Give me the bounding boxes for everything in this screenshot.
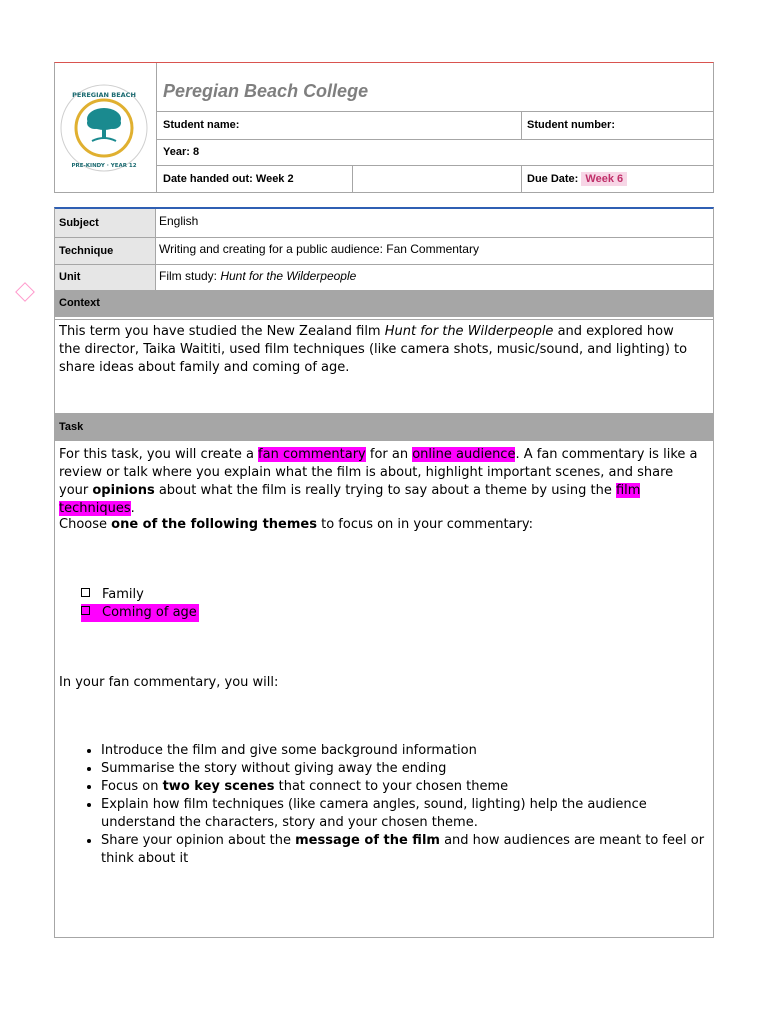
svg-text:PRE-KINDY · YEAR 12: PRE-KINDY · YEAR 12 xyxy=(71,163,137,169)
technique-label: Technique xyxy=(55,238,155,264)
assignment-table xyxy=(54,207,714,938)
college-name: Peregian Beach College xyxy=(163,81,369,101)
unit-value xyxy=(159,269,356,283)
context-heading: Context xyxy=(55,290,713,317)
due-date-label: Due Date: xyxy=(527,173,579,185)
commentary-requirements-list xyxy=(55,742,711,868)
svg-text:PEREGIAN BEACH: PEREGIAN BEACH xyxy=(72,91,136,99)
technique-value: Writing and creating for a public audience: Fan Commentary xyxy=(159,242,479,256)
year-label: Year: 8 xyxy=(163,146,200,158)
margin-diamond-marker xyxy=(15,282,35,302)
theme-option-coming-of-age[interactable]: Coming of age xyxy=(81,604,199,622)
list-item: • Focus on two key scenes that connect to your chosen theme xyxy=(101,778,711,796)
due-date-field xyxy=(527,173,627,185)
task-paragraph-3: In your fan commentary, you will: xyxy=(59,675,279,690)
date-handed-out-label: Date handed out: Week 2 xyxy=(163,173,294,185)
header-table xyxy=(54,62,714,193)
student-number-label: Student number: xyxy=(527,119,615,131)
context-paragraph: This term you have studied the New Zealand film Hunt for the Wilderpeople and explored how the director, Taika Waititi, used film techniques (like camera shots, music/sound, and lighting) to share ideas about family and coming of age. xyxy=(59,324,688,375)
list-item: • Explain how film techniques (like camera angles, sound, lighting) help the audience understand the characters, story and your chosen theme. xyxy=(101,796,711,832)
unit-value-title: Hunt for the Wilderpeople xyxy=(220,269,357,283)
unit-label: Unit xyxy=(55,265,155,290)
task-paragraph-1: For this task, you will create a fan commentary for an online audience. A fan commentary is like a review or talk where you explain what the film is about, highlight important scenes, and share your opinions about what the film is really trying to say about a theme by using the film techniques. xyxy=(59,447,698,516)
checkbox-icon[interactable] xyxy=(81,588,90,597)
task-heading: Task xyxy=(55,413,713,441)
checkbox-icon[interactable] xyxy=(81,606,90,615)
highlight-film-techniques: film techniques xyxy=(59,483,641,516)
theme-option-family[interactable]: Family xyxy=(81,586,144,604)
context-film-title: Hunt for the Wilderpeople xyxy=(384,324,554,339)
list-item: • Summarise the story without giving away the ending xyxy=(101,760,711,778)
task-paragraph-2: Choose one of the following themes to focus on in your commentary: xyxy=(59,517,533,532)
list-item: • Share your opinion about the message of the film and how audiences are meant to feel or think about it xyxy=(101,832,711,868)
list-item: • Introduce the film and give some background information xyxy=(101,742,711,760)
due-date-value: Week 6 xyxy=(581,172,627,186)
subject-label: Subject xyxy=(55,209,155,237)
highlight-online-audience: online audience xyxy=(412,447,516,462)
college-logo xyxy=(59,83,149,173)
highlight-fan-commentary: fan commentary xyxy=(258,447,366,462)
unit-value-prefix: Film study: xyxy=(159,269,221,283)
subject-value: English xyxy=(159,214,199,228)
student-name-label: Student name: xyxy=(163,119,240,131)
